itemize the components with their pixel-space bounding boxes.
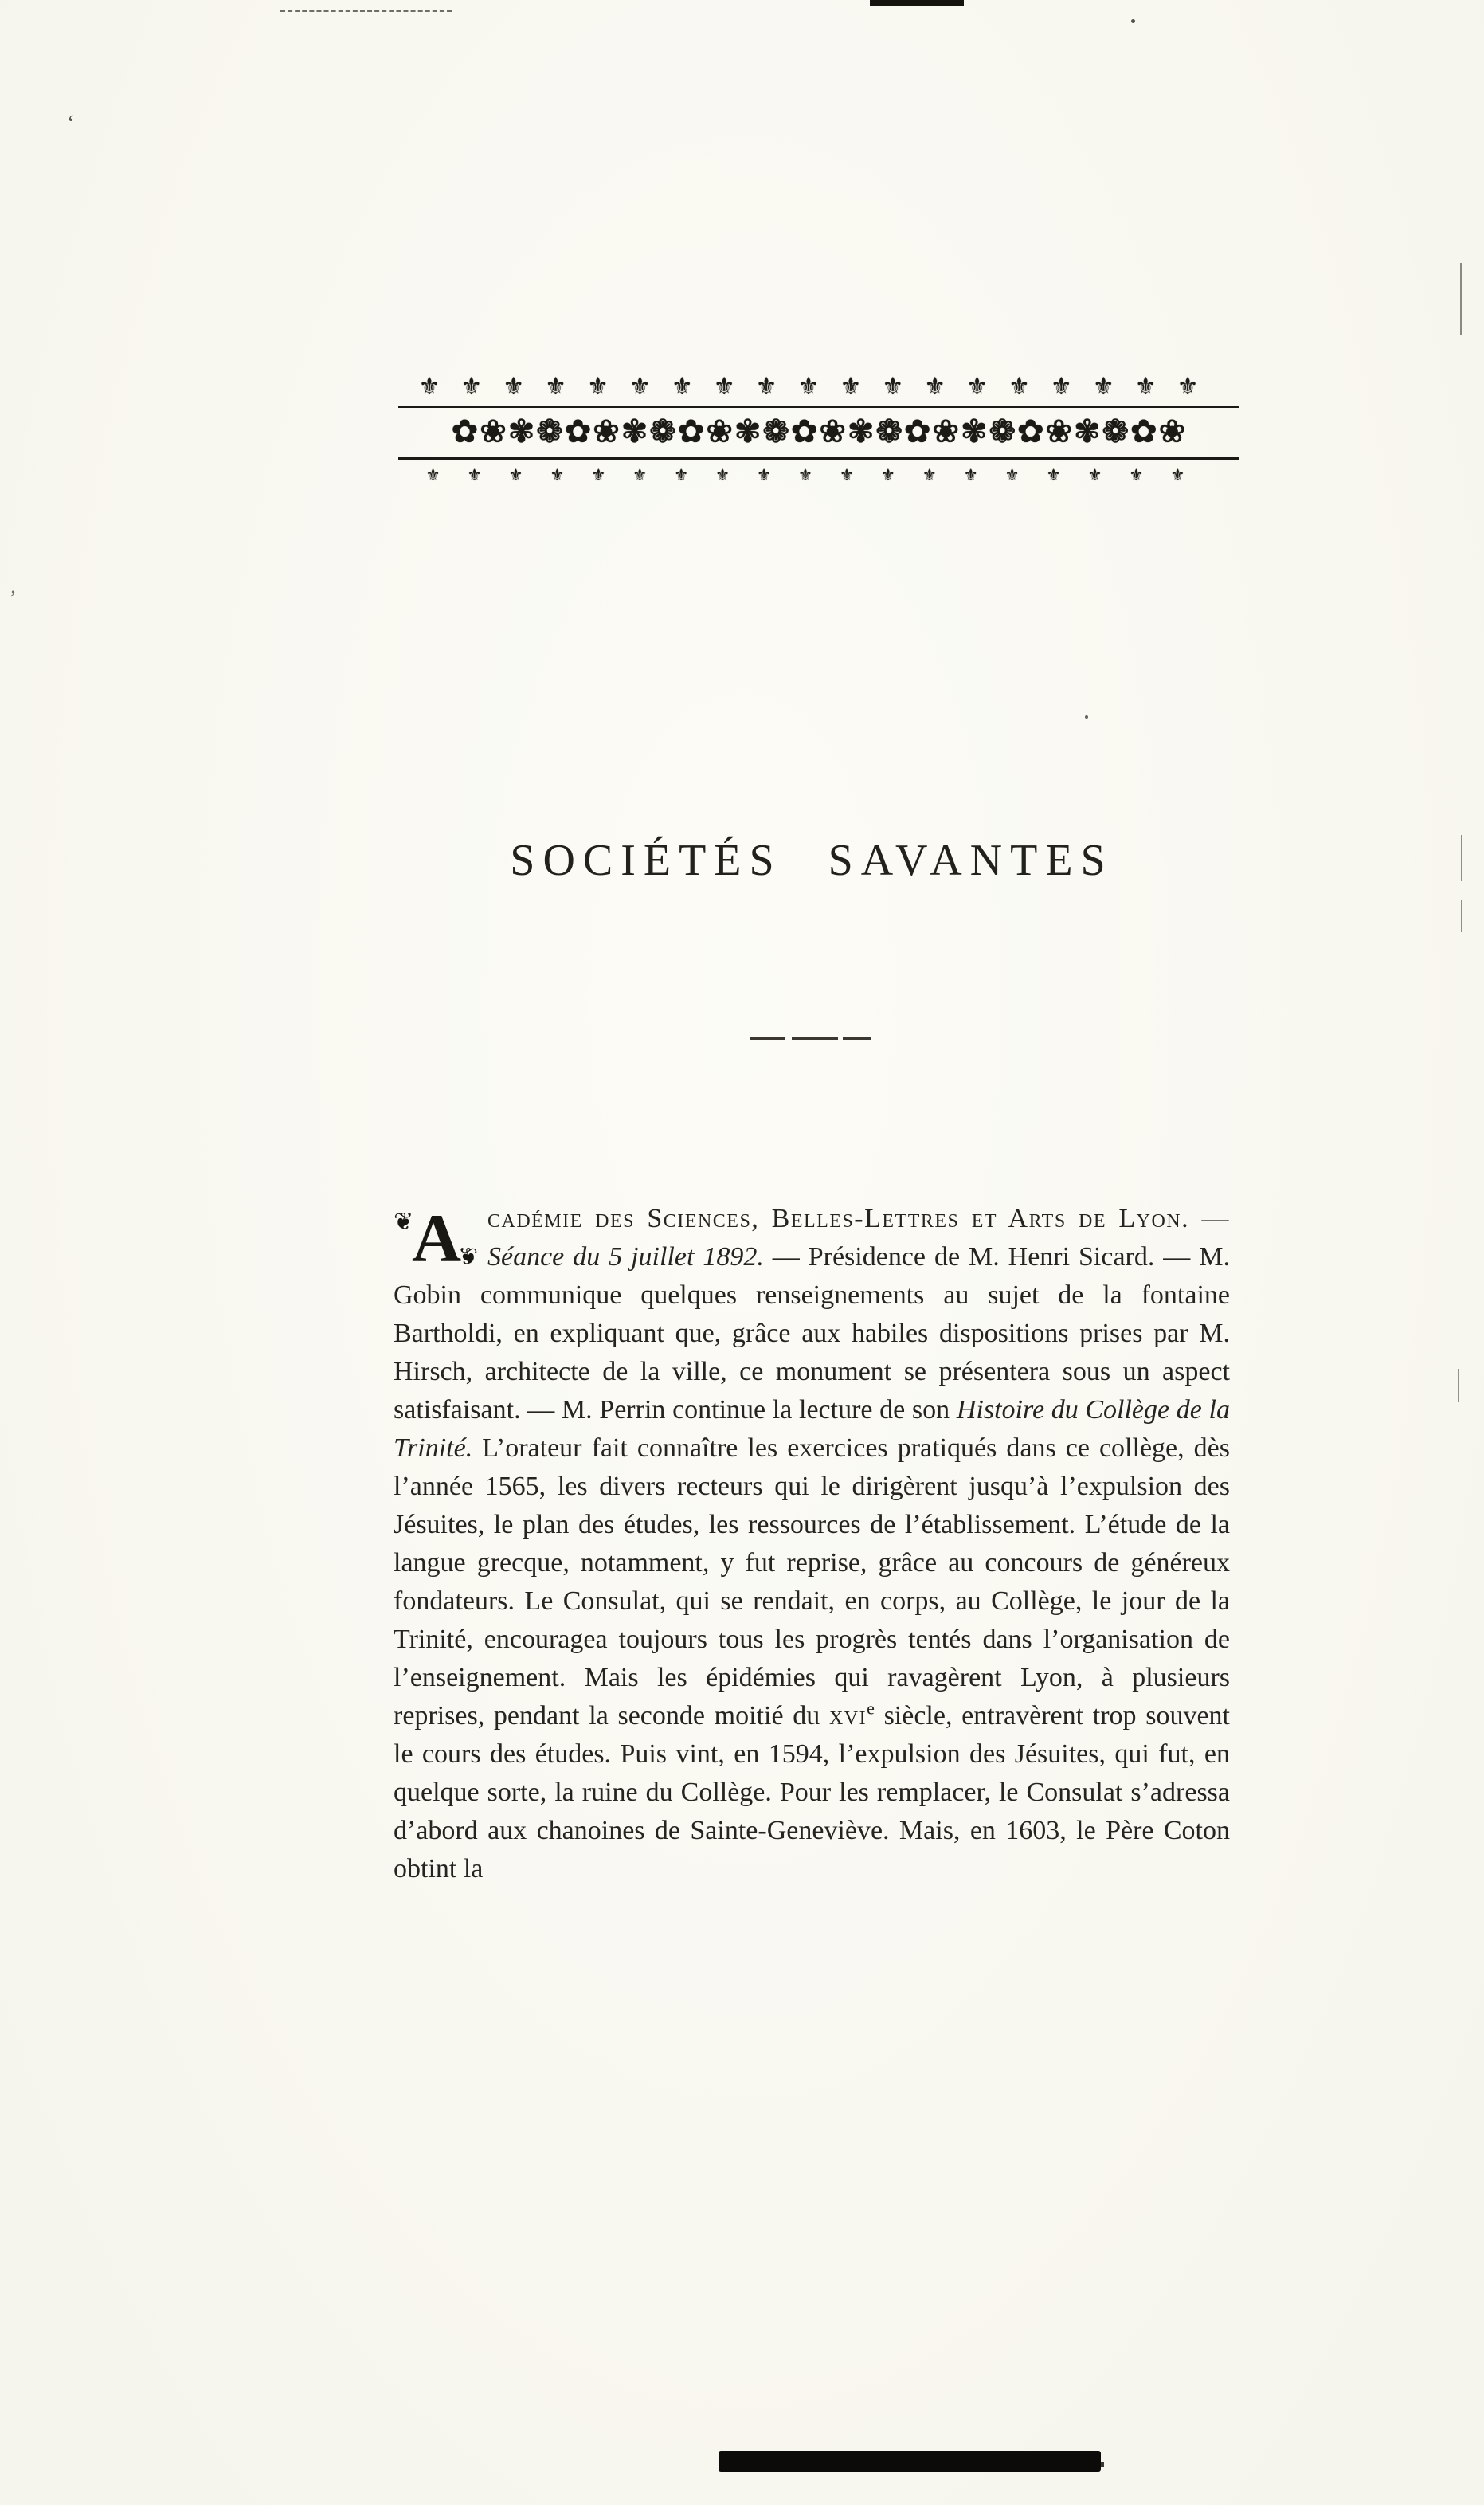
scan-artifact-top-dashed-line xyxy=(280,10,452,12)
scan-artifact-quote-speck: ‘ xyxy=(67,110,75,136)
scan-artifact-right-tick xyxy=(1461,835,1462,881)
body-text-segment: siècle, entravèrent trop souvent le cours des études. Puis vint, en 1594, l’expulsion des Jésuites, qui fut, en quelque sorte, la ruine du Collège. Pour les remplacer, le Consulat s’adressa d’abord aux chanoines de Sainte-Geneviève. Mais, en 1603, le Père Coton obtint la xyxy=(394,1701,1230,1884)
seance-date-italic: Séance du 5 juillet 1892. xyxy=(487,1242,764,1272)
body-text-segment: L’orateur fait connaître les exercices pratiqués dans ce collège, dès l’année 1565, les divers recteurs qui le dirigèrent jusqu’à l’expulsion des Jésuites, le plan des études, les ressources de l’établissement. L’étude de la langue grecque, notamment, y fut reprise, grâce au concours de généreux fondateurs. Le Consulat, qui se rendait, en corps, au Collège, le jour de la Trinité, encouragea toujours tous les progrès tentés dans l’organisation de l’enseignement. Mais les épidémies qui ravagèrent Lyon, à plusieurs reprises, pendant la seconde moitié du xyxy=(394,1433,1230,1731)
ornamental-dropcap xyxy=(394,1200,480,1276)
scan-artifact-right-tick xyxy=(1458,1369,1459,1402)
floral-scroll-band-icon: ✿❀✾❁✿❀✾❁✿❀✾❁✿❀✾❁✿❀✾❁✿❀✾❁✿❀ xyxy=(398,406,1239,460)
scan-artifact-margin-speck: ’ xyxy=(10,586,17,610)
article-paragraph xyxy=(394,1200,1230,1888)
academy-name-smallcaps: cadémie des Sciences, Belles-Lettres et Arts de Lyon. — xyxy=(487,1204,1230,1233)
scan-artifact-dot-speck xyxy=(1131,19,1135,23)
dropcap-flourish-icon: ❦ xyxy=(457,1244,478,1270)
book-title-italic: Histoire du Collège de la Trinité. xyxy=(394,1395,1230,1463)
title-divider-rule xyxy=(750,1037,871,1040)
page-title: SOCIÉTÉS SAVANTES xyxy=(510,836,1114,885)
ornamental-headpiece xyxy=(398,375,1239,484)
dropcap-letter: A xyxy=(411,1200,462,1276)
scan-artifact-top-black-segment xyxy=(870,0,964,6)
scan-artifact-right-tick xyxy=(1461,900,1462,932)
fleur-de-lis-row-bottom-icon: ⚜⚜⚜⚜⚜⚜⚜⚜⚜⚜⚜⚜⚜⚜⚜⚜⚜⚜⚜ xyxy=(425,467,1212,484)
body-text-segment: — Présidence de M. Henri Sicard. — M. Gobin communique quelques renseignements au sujet de la fontaine Bartholdi, en expliquant que, grâce aux habiles dispositions prises par M. Hirsch, architecte de la ville, ce monument se présentera sous un aspect satisfaisant. — M. Perrin continue la lecture de son xyxy=(394,1242,1230,1425)
scan-artifact-mid-dot xyxy=(1085,715,1088,719)
century-smallcaps: xvi xyxy=(828,1701,867,1731)
fleur-de-lis-row-top-icon: ⚜⚜⚜⚜⚜⚜⚜⚜⚜⚜⚜⚜⚜⚜⚜⚜⚜⚜⚜ xyxy=(418,375,1220,400)
scan-artifact-right-tick xyxy=(1460,263,1462,335)
century-superscript: e xyxy=(867,1698,875,1719)
dropcap-flourish-icon: ❦ xyxy=(394,1209,414,1235)
scan-artifact-bottom-black-bar xyxy=(719,2451,1101,2472)
